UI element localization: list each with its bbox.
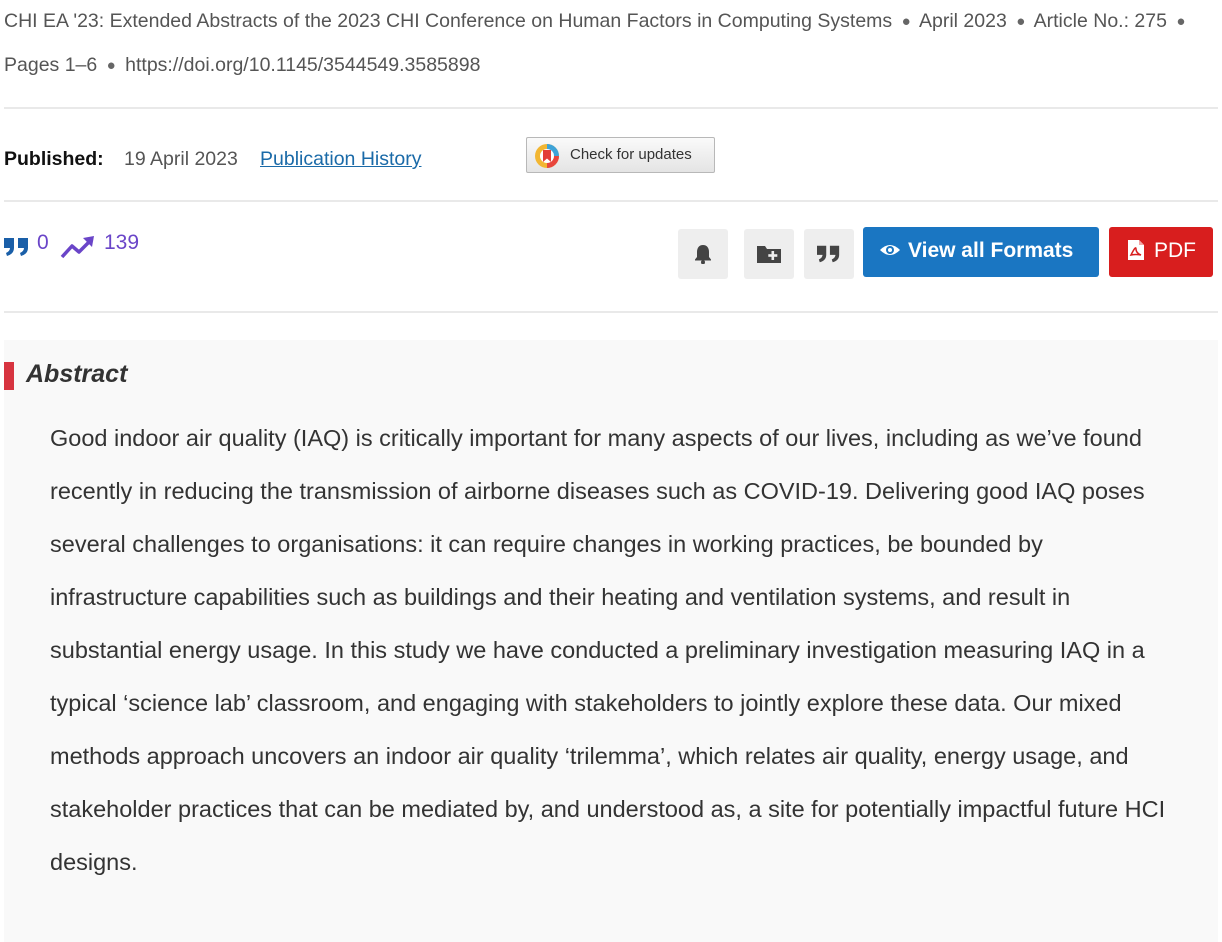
citation-count: 0 [37, 231, 49, 254]
publication-row [4, 145, 1218, 177]
published-label: Published: [4, 148, 104, 170]
folder-plus-icon [756, 244, 782, 264]
doi-link[interactable]: https://doi.org/10.1145/3544549.3585898 [125, 54, 481, 76]
venue-name: CHI EA '23: Extended Abstracts of the 2023 CHI Conference on Human Factors in Computing Systems [4, 10, 893, 32]
bell-icon [694, 244, 712, 264]
add-to-binder-button[interactable] [744, 229, 794, 279]
download-count: 139 [104, 231, 140, 254]
check-for-updates-button[interactable] [526, 137, 715, 173]
view-all-formats-label: View all Formats [908, 239, 1074, 262]
export-citation-button[interactable] [804, 229, 854, 279]
publication-history-link[interactable]: Publication History [260, 148, 422, 170]
citation-line [4, 0, 1218, 88]
divider [4, 107, 1218, 109]
pdf-button[interactable] [1109, 227, 1213, 277]
separator: ● [901, 13, 911, 30]
abstract-heading: Abstract [26, 360, 128, 388]
citation-quote-icon[interactable] [4, 238, 30, 256]
published-date: 19 April 2023 [124, 148, 238, 170]
divider [4, 311, 1218, 313]
pdf-label: PDF [1154, 239, 1196, 262]
crossmark-icon [534, 143, 562, 169]
check-for-updates-label: Check for updates [570, 146, 692, 163]
separator: ● [1176, 13, 1186, 30]
quote-icon [817, 245, 841, 263]
eye-icon [879, 243, 901, 257]
article-number: Article No.: 275 [1033, 10, 1167, 32]
abstract-section [4, 340, 1218, 942]
downloads-trend-icon[interactable] [60, 235, 96, 259]
page-range: Pages 1–6 [4, 54, 98, 76]
separator: ● [1016, 13, 1026, 30]
alert-button[interactable] [678, 229, 728, 279]
abstract-text: Good indoor air quality (IAQ) is critically important for many aspects of our lives, including as we’ve found recently in reducing the transmission of airborne diseases such as COVID-19. Delivering good IAQ poses several challenges to organisations: it can require changes in working practices, be bounded by infrastructure capabilities such as buildings and their heating and ventilation systems, and result in substantial energy usage. In this study we have conducted a preliminary investigation measuring IAQ in a typical ‘science lab’ classroom, and engaging with stakeholders to jointly explore these data. Our mixed methods approach uncovers an indoor air quality ‘trilemma’, which relates air quality, energy usage, and stakeholder practices that can be mediated by, and understood as, a site for potentially impactful future HCI designs. [50, 425, 1166, 875]
issue-date: April 2023 [919, 10, 1007, 32]
divider [4, 200, 1218, 202]
view-all-formats-button[interactable] [863, 227, 1099, 277]
pdf-file-icon [1127, 239, 1145, 261]
separator: ● [106, 57, 116, 74]
abstract-accent-bar [4, 362, 14, 390]
